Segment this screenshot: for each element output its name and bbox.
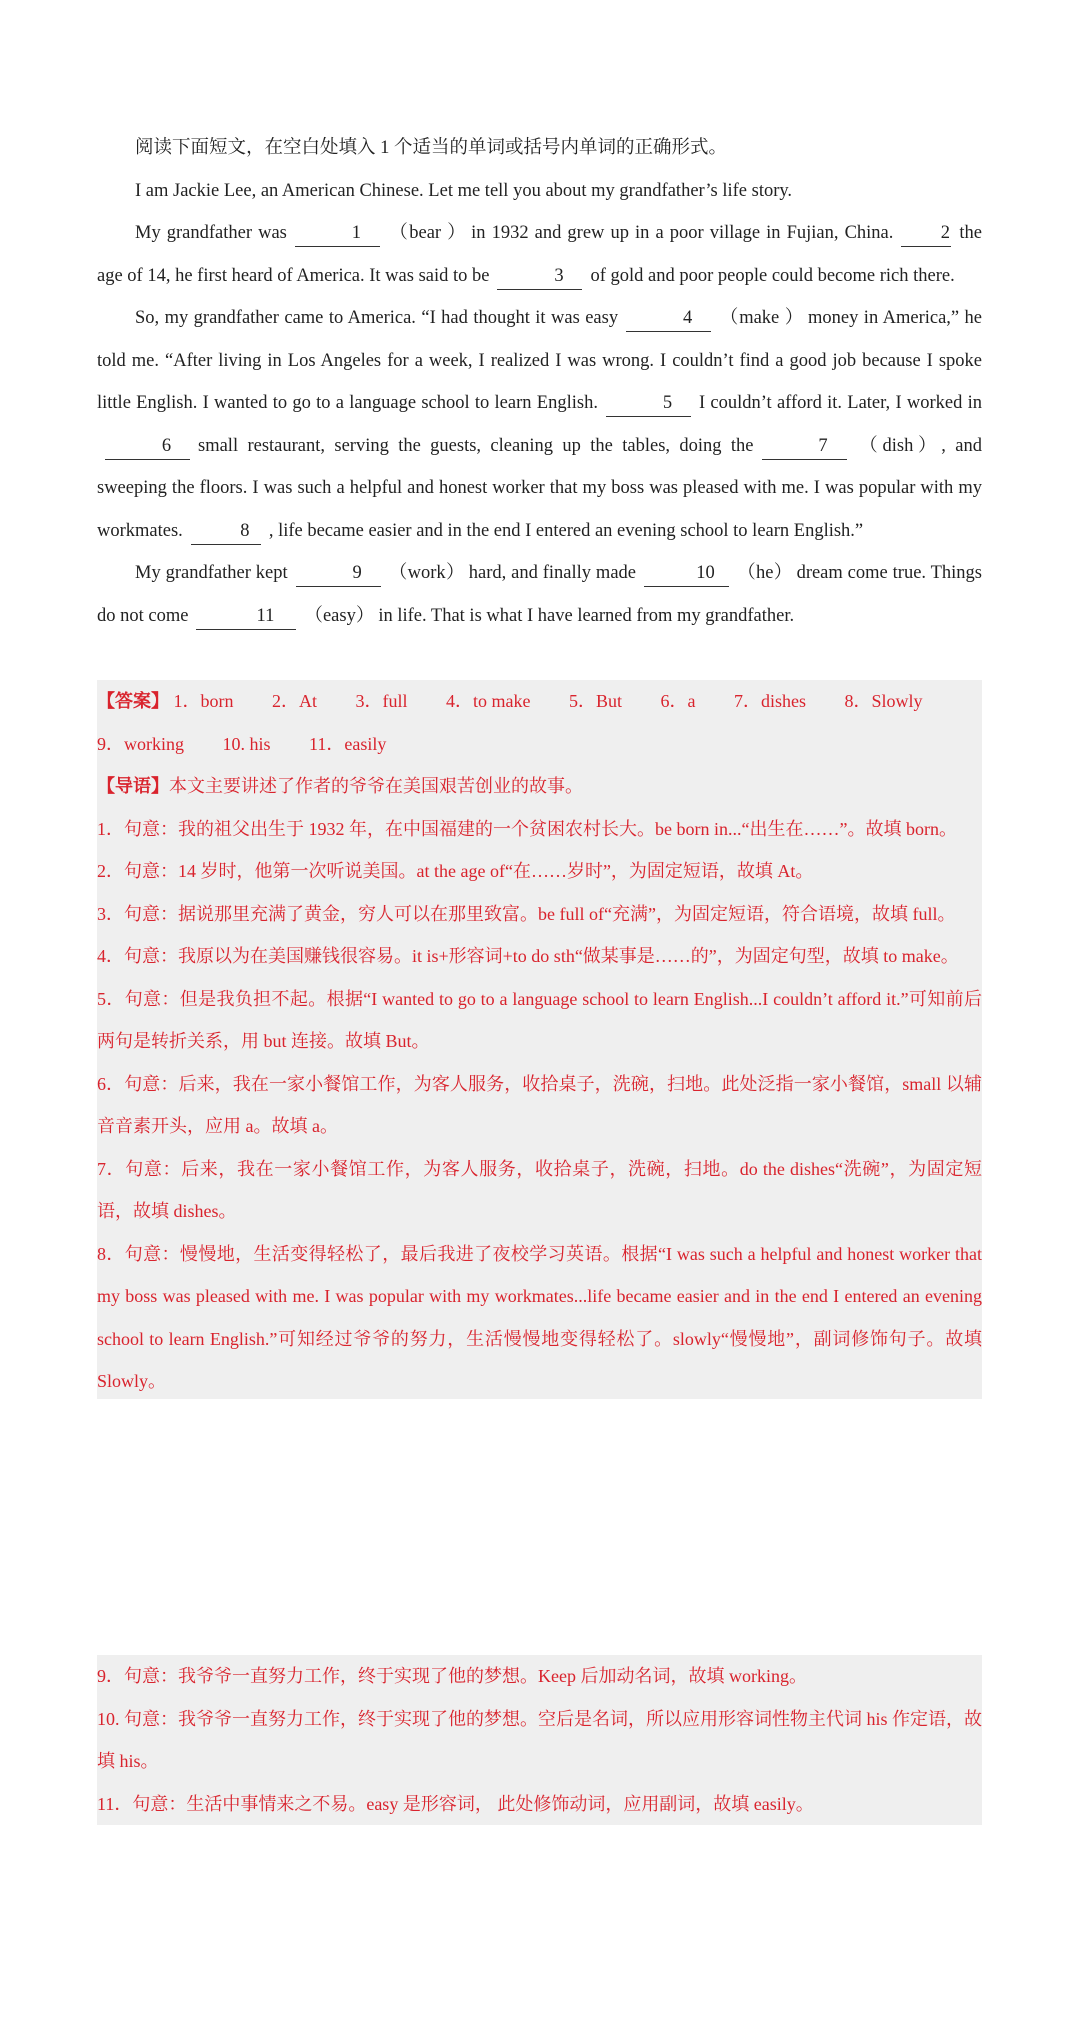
answer-item: 11．easily: [309, 733, 387, 754]
explanation-item: 7．句意：后来，我在一家小餐馆工作，为客人服务，收拾桌子，洗碗，扫地。do the dishes“洗碗”，为固定短语，故填 dishes。: [97, 1158, 982, 1221]
explanation-item: 4．句意：我原以为在美国赚钱很容易。it is+形容词+to do sth“做某事是……的”，为固定句型，故填 to make。: [97, 946, 959, 966]
answer-section: [97, 680, 982, 1399]
blank-2: 2: [901, 222, 951, 247]
hint-10: （he）: [737, 563, 793, 583]
answer-list: [97, 723, 982, 766]
guide: [97, 765, 982, 808]
text-run: So, my grandfather came to America. “I had thought it was easy: [135, 308, 619, 328]
text-run: My grandfather kept: [135, 563, 288, 583]
passage-paragraph-3: [97, 297, 982, 552]
passage-paragraph-1: I am Jackie Lee, an American Chinese. Let me tell you about my grandfather’s life story.: [135, 180, 793, 201]
passage-paragraph-2: [97, 212, 982, 297]
answer-item: 4．to make: [446, 691, 531, 711]
text-run: of gold and poor people could become rich there.: [590, 265, 955, 286]
blank-10: 10: [644, 562, 729, 587]
text-run: , and sweeping the floors. I was such a helpful and honest worker that my boss was pleased with me. I was popular with my workmates.: [97, 435, 982, 541]
explanation-item: 9．句意：我爷爷一直努力工作，终于实现了他的梦想。Keep 后加动名词，故填 working。: [97, 1666, 807, 1686]
text-run: in 1932 and grew up in a poor village in Fujian, China.: [471, 223, 894, 243]
blank-1: 1: [295, 222, 380, 247]
blank-7: 7: [762, 435, 847, 460]
guide-label: 【导语】: [97, 776, 169, 796]
answer-label: 【答案】: [97, 691, 169, 711]
text-run: money in America,” he told me. “After living in Los Angeles for a week, I realized I was wrong. I couldn’t find a good job because I spoke little English. I wanted to go to a language school to learn English.: [97, 308, 983, 413]
blank-4: 4: [626, 307, 711, 332]
text-run: My grandfather was: [135, 223, 287, 243]
answer-list: [97, 680, 982, 723]
blank-9: 9: [296, 562, 381, 587]
answer-item: 5．But: [568, 691, 622, 711]
explanation-item: 10. 句意：我爷爷一直努力工作，终于实现了他的梦想。空后是名词，所以应用形容词性物主代词 his 作定语，故填 his。: [97, 1708, 983, 1771]
answer-item: 6．a: [660, 691, 696, 711]
text-run: dream come true. Things do not come: [97, 563, 982, 626]
blank-6: 6: [105, 435, 190, 460]
answer-section-continued: [97, 1655, 982, 1825]
hint-7: （dish）: [854, 435, 942, 456]
passage-paragraph-4: [97, 552, 982, 637]
explanation-item: 3．句意：据说那里充满了黄金，穷人可以在那里致富。be full of“充满”，为固定短语，符合语境，故填 full。: [97, 903, 956, 924]
answer-item: 9．working: [97, 733, 184, 754]
explanation-item: 2．句意：14 岁时，他第一次听说美国。at the age of“在……岁时”，为固定短语，故填 At。: [97, 861, 814, 881]
text-run: I couldn’t afford it. Later, I worked in: [698, 393, 983, 413]
answer-item: 3．full: [355, 691, 408, 711]
hint-4: （make ）: [719, 308, 805, 328]
blank-5: 5: [606, 392, 691, 417]
instruction: 阅读下面短文，在空白处填入 1 个适当的单词或括号内单词的正确形式。: [135, 138, 728, 158]
text-run: in life. That is what I have learned from my grandfather.: [378, 605, 795, 626]
explanation-item: 5．句意：但是我负担不起。根据“I wanted to go to a language school to learn English...I couldn’t afford it.”可知前后两句是转折关系，用 but 连接。故填 But。: [97, 988, 982, 1051]
answer-item: 8．Slowly: [844, 691, 923, 711]
answer-item: 10. his: [222, 733, 271, 754]
text-run: , life became easier and in the end I entered an evening school to learn English.”: [268, 520, 864, 541]
answer-item: 2．At: [272, 691, 317, 711]
guide-text: 本文主要讲述了作者的爷爷在美国艰苦创业的故事。: [169, 776, 583, 796]
text-run: hard, and finally made: [468, 563, 636, 583]
blank-11: 11: [196, 605, 296, 630]
text-run: small restaurant, serving the guests, cleaning up the tables, doing the: [198, 435, 754, 456]
hint-11: （easy）: [304, 605, 375, 626]
hint-1: （bear ）: [387, 223, 468, 243]
text-run: the age of 14, he first heard of America. It was said to be: [97, 223, 983, 286]
blank-3: 3: [497, 265, 582, 290]
cloze-passage: [97, 127, 982, 637]
explanation-item: 1．句意：我的祖父出生于 1932 年，在中国福建的一个贫困农村长大。be born in...“出生在……”。故填 born。: [97, 818, 957, 839]
explanation-item: 8．句意：慢慢地，生活变得轻松了，最后我进了夜校学习英语。根据“I was such a helpful and honest worker that my boss was pleased with me. I was popular with my workmates...life became easier and in the end I entered an evening school to learn English.”可知经过爷爷的努力，生活慢慢地变得轻松了。slowly“慢慢地”，副词修饰句子。故填 Slowly。: [97, 1243, 982, 1391]
answer-item: 1．born: [173, 691, 234, 711]
explanation-item: 11．句意：生活中事情来之不易。easy 是形容词， 此处修饰动词，应用副词，故填 easily。: [97, 1793, 814, 1814]
blank-8: 8: [191, 520, 261, 545]
explanation-item: 6．句意：后来，我在一家小餐馆工作，为客人服务，收拾桌子，洗碗，扫地。此处泛指一家小餐馆，small 以辅音音素开头，应用 a。故填 a。: [97, 1073, 982, 1136]
hint-9: （work）: [388, 563, 465, 583]
answer-item: 7．dishes: [734, 691, 806, 711]
